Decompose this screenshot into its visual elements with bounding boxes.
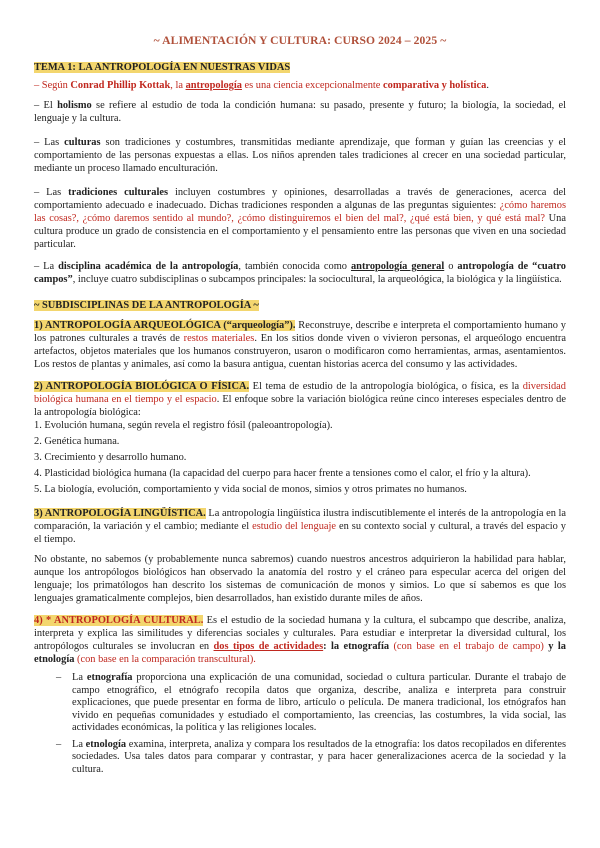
- paragraph-arqueologica: 1) ANTROPOLOGÍA ARQUEOLÓGICA (“arqueología”). Reconstruye, describe e interpreta el comportamiento humano y los patrones culturales a través de restos materiales. En los sitios donde viven o vivieron personas, el arqueólogo encuentra artefactos, objetos materiales que los humanos construyeron, usaron o modificaron como herramientas, armas, asentamientos. Los restos de plantas y animales, así como la basura antigua, cuentan historias acerca del consumo y las actividades.: [34, 320, 566, 370]
- list-item: – La etnografía proporciona una explicación de una comunidad, sociedad o cultura particular. Durante el trabajo de campo etnográfico, el etnógrafo recopila datos que organiza, describe, analiza e interpreta para construir explicaciones, que puede presentar en forma de libro, artículo o película. De manera tradicional, los etnógrafos han vivido en pequeñas comunidades y estudiado el comportamiento, las creencias, las costumbres, la vida social, las actividades económicas, la política y las religiones locales.: [72, 672, 566, 735]
- subdisciplinas-heading: ~ SUBDISCIPLINAS DE LA ANTROPOLOGÍA ~: [34, 300, 259, 311]
- paragraph-culturas: – Las culturas son tradiciones y costumbres, transmitidas mediante aprendizaje, que forman y guían las creencias y el comportamiento de las personas expuestas a ellas. Los niños aprenden tales tradiciones al crecer en una sociedad particular, mediante un proceso llamado enculturación.: [34, 137, 566, 174]
- paragraph-kottak: – Según Conrad Phillip Kottak, la antropología es una ciencia excepcionalmente comparativa y holística.: [34, 80, 489, 91]
- list-item: 2. Genética humana.: [34, 436, 120, 447]
- paragraph-disciplina: – La disciplina académica de la antropología, también conocida como antropología general o antropología de “cuatro campos”, incluye cuatro subdisciplinas o subcampos principales: la sociocultural, la arqueológica, la biológica y la lingüística.: [34, 261, 566, 285]
- biologica-list: [34, 419, 566, 496]
- paragraph-holismo: – El holismo se refiere al estudio de toda la condición humana: su pasado, presente y futuro; la biología, la sociedad, el lenguaje y la cultura.: [34, 100, 566, 124]
- list-item: – La etnología examina, interpreta, analiza y compara los resultados de la etnografía: los datos recopilados en diferentes sociedades. Usa tales datos para comparar y contrastar, y para hacer generalizaciones acerca de la sociedad y la cultura.: [72, 739, 566, 777]
- paragraph-linguistica: 3) ANTROPOLOGÍA LINGÜÍSTICA. La antropología lingüística ilustra indiscutiblemente el interés de la antropología en la comparación, la variación y el cambio; mediante el estudio del lenguaje en su contexto social y cultural, a través del espacio y el tiempo.: [34, 508, 567, 545]
- list-item: 1. Evolución humana, según revela el registro fósil (paleoantropología).: [34, 420, 333, 431]
- paragraph-linguistica-2: No obstante, no sabemos (y probablemente nunca sabremos) cuando nuestros ancestros adquirieron la habilidad para hablar, aunque los antropólogos biológicos han observado la anatomía del rostro y el cráneo para especular acerca del origen del lenguaje; los primatólogos han descrito los sistemas de comunicación de monos y simios. Lo que sí sabemos es que los lenguajes gramaticalmente complejos, bien desarrollados, han existido durante miles de años.: [34, 554, 566, 604]
- section-heading-subdisciplinas: [34, 299, 566, 312]
- list-item: 5. La biología, evolución, comportamiento y vida social de monos, simios y otros primates no humanos.: [34, 484, 467, 495]
- paragraph-cultural: 4) * ANTROPOLOGÍA CULTURAL. Es el estudio de la sociedad humana y la cultura, el subcampo que describe, analiza, interpreta y explica las similitudes y diferencias sociales y culturales. Para estudiar e interpretar la diversidad cultural, los antropólogos culturales se involucran en dos tipos de actividades: la etnografía (con base en el trabajo de campo) y la etnología (con base en la comparación transcultural).: [34, 615, 567, 665]
- paragraph-tradiciones: – Las tradiciones culturales incluyen costumbres y opiniones, desarrolladas a través de generaciones, acerca del comportamiento adecuado e inadecuado. Dichas tradiciones responden a algunas de las preguntas siguientes: ¿cómo haremos las cosas?, ¿cómo daremos sentido al mundo?, ¿cómo distinguiremos el bien del mal?, ¿qué está bien, y qué está mal? Una cultura produce un grado de consistencia en el comportamiento y el pensamiento entre las personas que viven en una sociedad particular.: [34, 187, 566, 250]
- list-item: 3. Crecimiento y desarrollo humano.: [34, 452, 187, 463]
- tema1-heading: TEMA 1: LA ANTROPOLOGÍA EN NUESTRAS VIDAS: [34, 62, 291, 73]
- cultural-bullets: [34, 672, 566, 776]
- document-title: ~ ALIMENTACIÓN Y CULTURA: CURSO 2024 – 2025 ~: [153, 34, 447, 47]
- list-item: 4. Plasticidad biológica humana (la capacidad del cuerpo para hacer frente a tensiones como el calor, el frío y la altura).: [34, 468, 531, 479]
- section-heading-tema1: [34, 61, 566, 74]
- paragraph-biologica: 2) ANTROPOLOGÍA BIOLÓGICA O FÍSICA. El tema de estudio de la antropología biológica, o física, es la diversidad biológica humana en el tiempo y el espacio. El enfoque sobre la variación biológica reúne cinco intereses especiales dentro de la antropología biológica:: [34, 381, 566, 418]
